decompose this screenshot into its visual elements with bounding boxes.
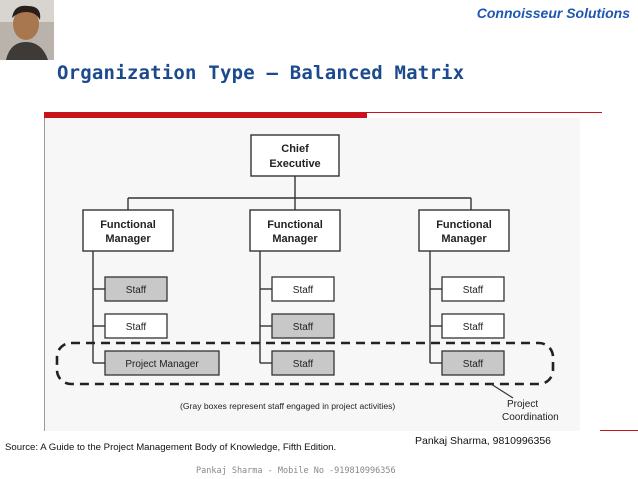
staff-box-col3-row3 (442, 351, 504, 375)
functional-manager-box-1 (83, 210, 173, 251)
manager-1-line2: Manager (105, 233, 151, 245)
staff-box-col3-row2 (442, 314, 504, 338)
manager-2-line2: Manager (272, 233, 318, 245)
coordination-pointer-line (491, 384, 513, 398)
staff-label: Staff (292, 285, 314, 296)
staff-label: Staff (462, 322, 484, 333)
project-manager-label: Project Manager (125, 359, 199, 370)
staff-label: Staff (462, 285, 484, 296)
functional-manager-box-3 (419, 210, 509, 251)
manager-3-line1: Functional (436, 219, 492, 231)
coordination-label-line1: Project (507, 399, 539, 410)
manager-1-line1: Functional (100, 219, 156, 231)
footer-contact: Pankaj Sharma - Mobile No -919810996356 (196, 466, 396, 476)
diagram-caption: (Gray boxes represent staff engaged in project activities) (180, 401, 396, 411)
manager-3-line2: Manager (441, 233, 487, 245)
staff-label: Staff (125, 322, 147, 333)
staff-label: Staff (292, 359, 314, 370)
project-manager-box (105, 351, 219, 375)
staff-label: Staff (125, 285, 147, 296)
staff-box-col2-row1 (272, 277, 334, 301)
staff-label: Staff (462, 359, 484, 370)
accent-line (600, 430, 638, 431)
manager-2-line1: Functional (267, 219, 323, 231)
org-chart (45, 118, 580, 431)
slide-title: Organization Type – Balanced Matrix (57, 62, 465, 84)
staff-box-col1-row1 (105, 277, 167, 301)
author-credit: Pankaj Sharma, 9810996356 (415, 435, 552, 447)
functional-manager-box-2 (250, 210, 340, 251)
staff-box-col2-row3 (272, 351, 334, 375)
chief-label-line1: Chief (281, 143, 309, 155)
chief-executive-box (251, 135, 339, 176)
coordination-label-line2: Coordination (502, 412, 559, 423)
presenter-photo (0, 0, 54, 60)
brand-name: Connoisseur Solutions (476, 5, 630, 21)
staff-box-col2-row2 (272, 314, 334, 338)
staff-label: Staff (292, 322, 314, 333)
staff-box-col3-row1 (442, 277, 504, 301)
source-citation: Source: A Guide to the Project Management Body of Knowledge, Fifth Edition. (5, 442, 337, 453)
chief-label-line2: Executive (269, 158, 321, 170)
staff-box-col1-row2 (105, 314, 167, 338)
title-underline (367, 112, 602, 113)
